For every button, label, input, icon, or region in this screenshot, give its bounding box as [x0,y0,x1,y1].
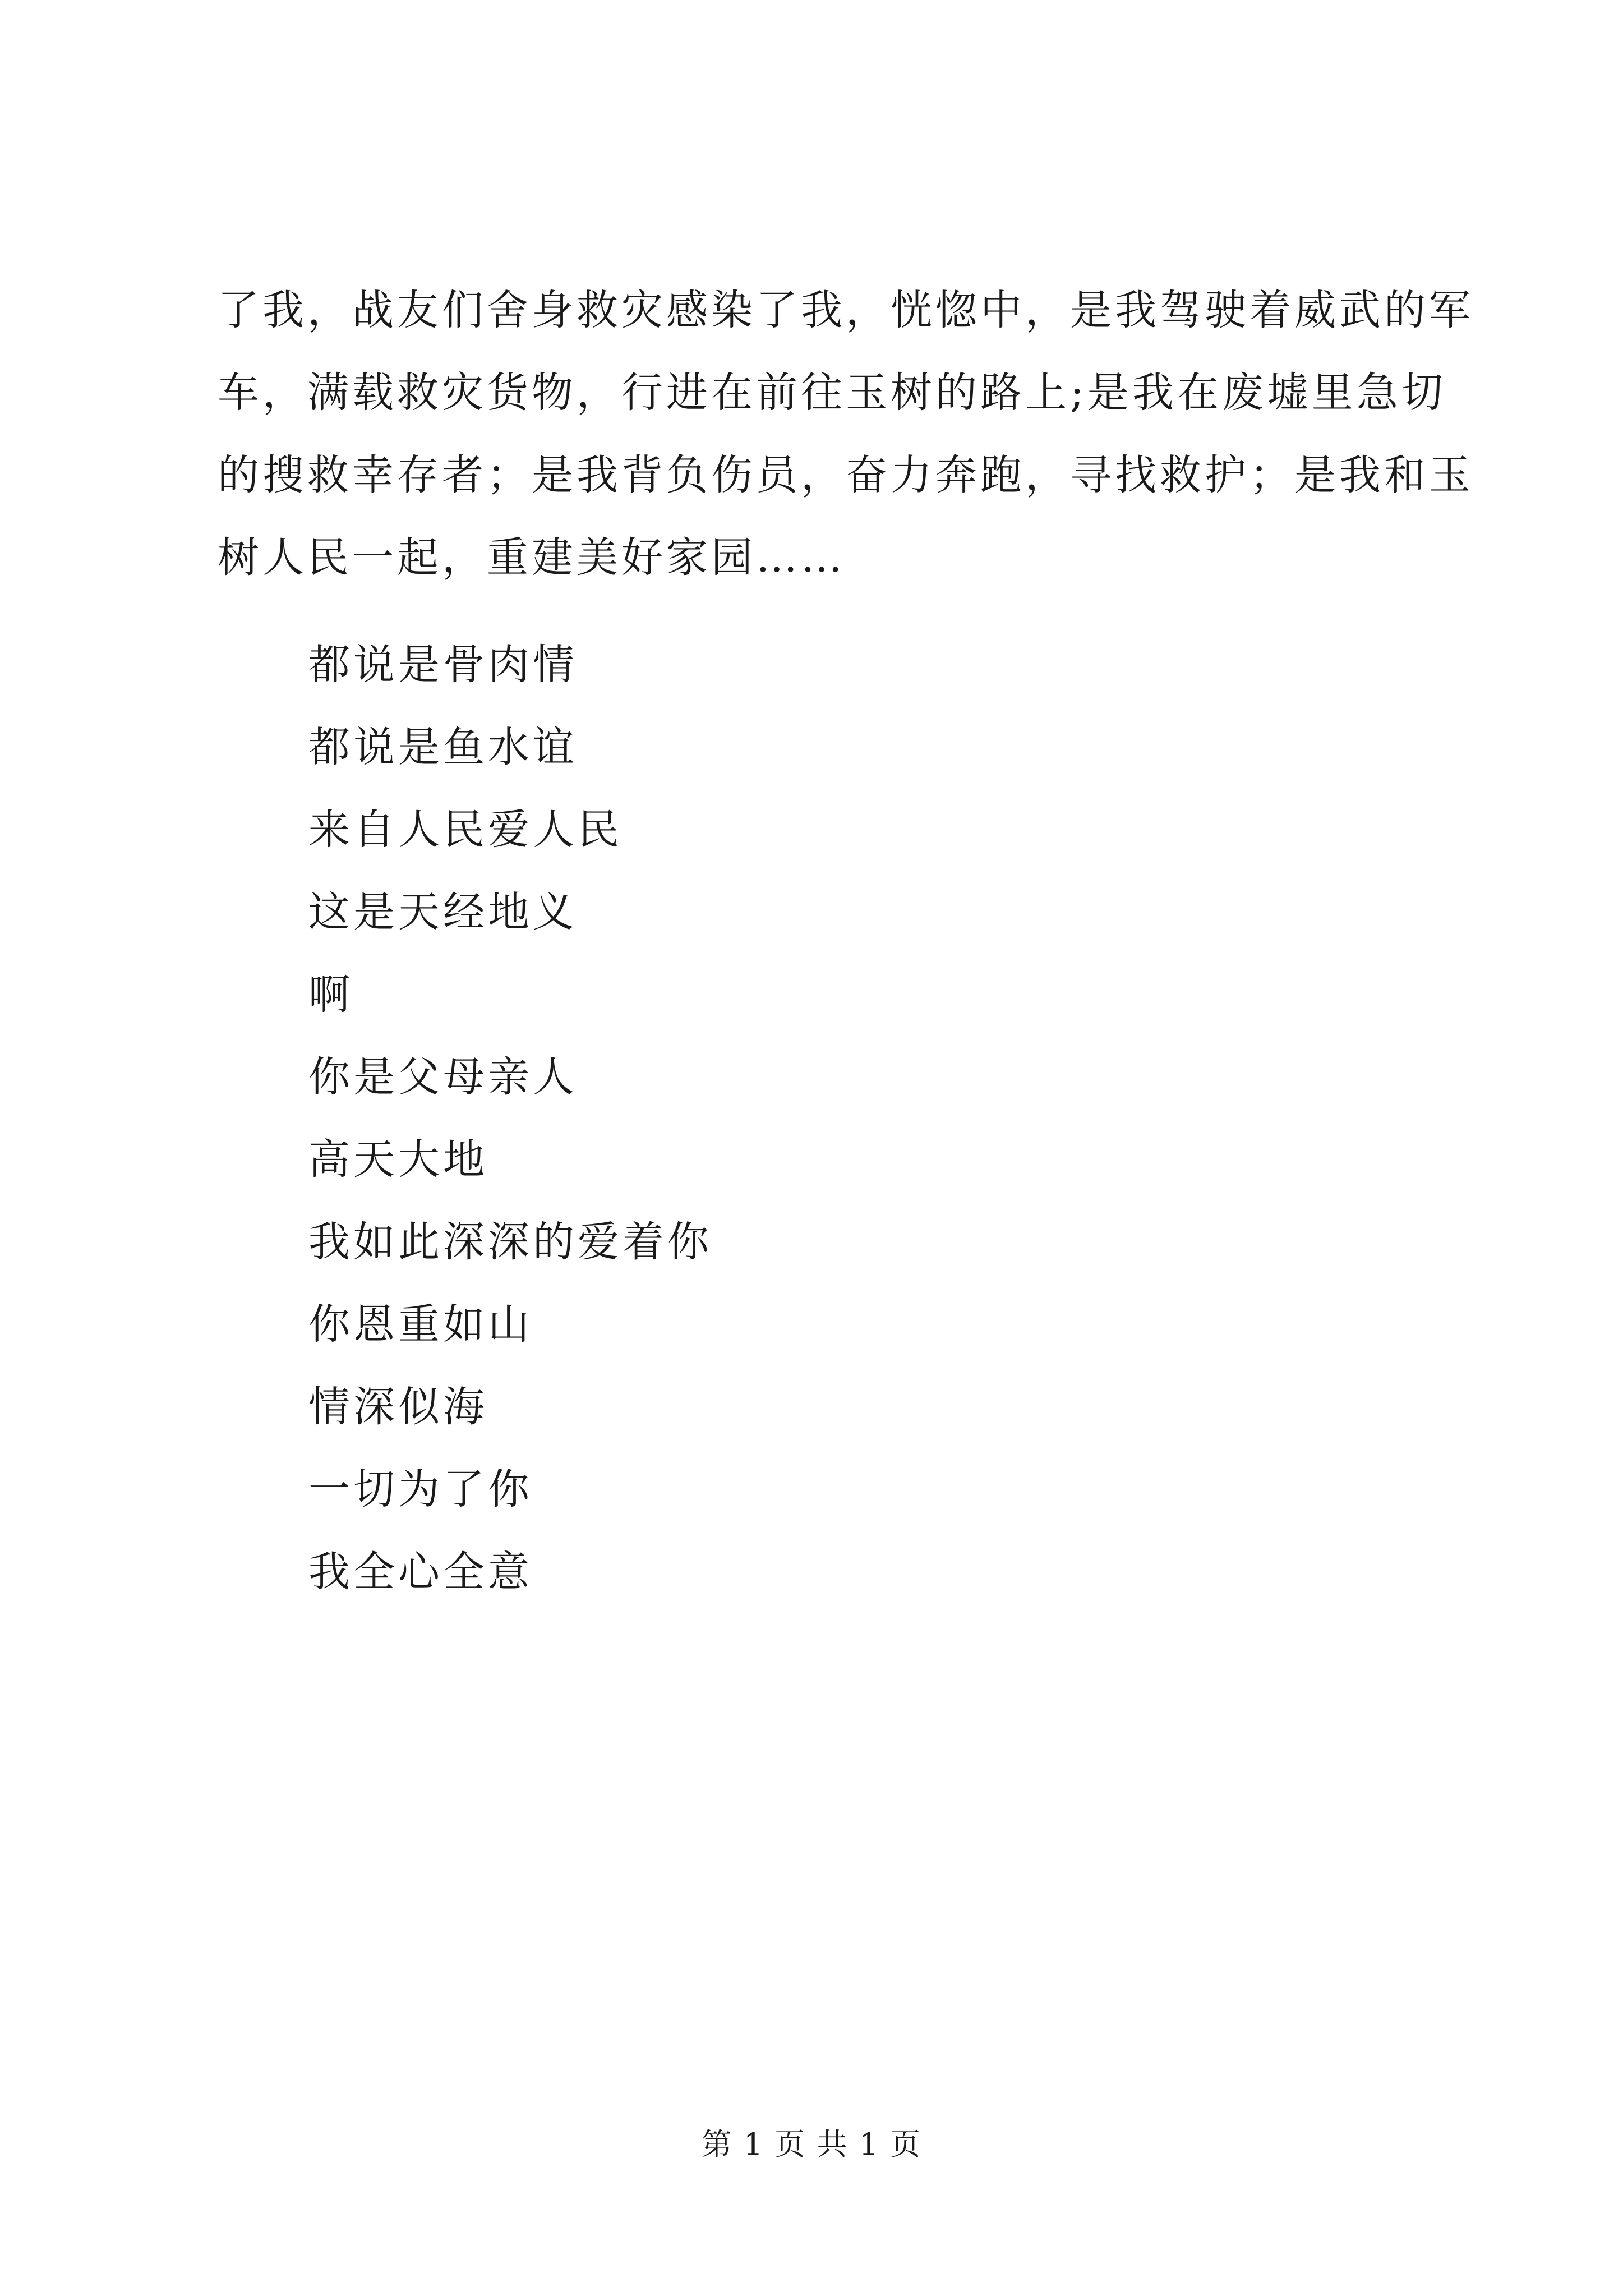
poem-line: 这是天经地义 [308,888,578,936]
paragraph-line: 树人民一起，重建美好家园…… [218,533,846,582]
poem-line: 我全心全意 [308,1548,533,1596]
poem-line: 来自人民爱人民 [308,806,623,854]
body-paragraph [218,269,1474,599]
poem-verse [308,624,712,1613]
poem-line: 都说是鱼水谊 [308,723,578,771]
paragraph-line: 车，满载救灾货物，行进在前往玉树的路上;是我在废墟里急切 [218,369,1446,417]
page-number-footer: 第 1 页 共 1 页 [701,2127,922,2162]
poem-line: 高天大地 [308,1135,488,1184]
poem-line: 啊 [308,970,353,1019]
poem-line: 我如此深深的爱着你 [308,1218,712,1266]
poem-line: 你恩重如山 [308,1300,533,1349]
poem-line: 一切为了你 [308,1465,533,1513]
paragraph-line: 的搜救幸存者；是我背负伤员，奋力奔跑，寻找救护；是我和玉 [218,451,1474,499]
poem-line: 情深似海 [308,1383,488,1431]
poem-line: 都说是骨肉情 [308,641,578,689]
paragraph-line: 了我，战友们舍身救灾感染了我，恍惚中，是我驾驶着威武的军 [218,286,1474,334]
poem-line: 你是父母亲人 [308,1053,578,1101]
